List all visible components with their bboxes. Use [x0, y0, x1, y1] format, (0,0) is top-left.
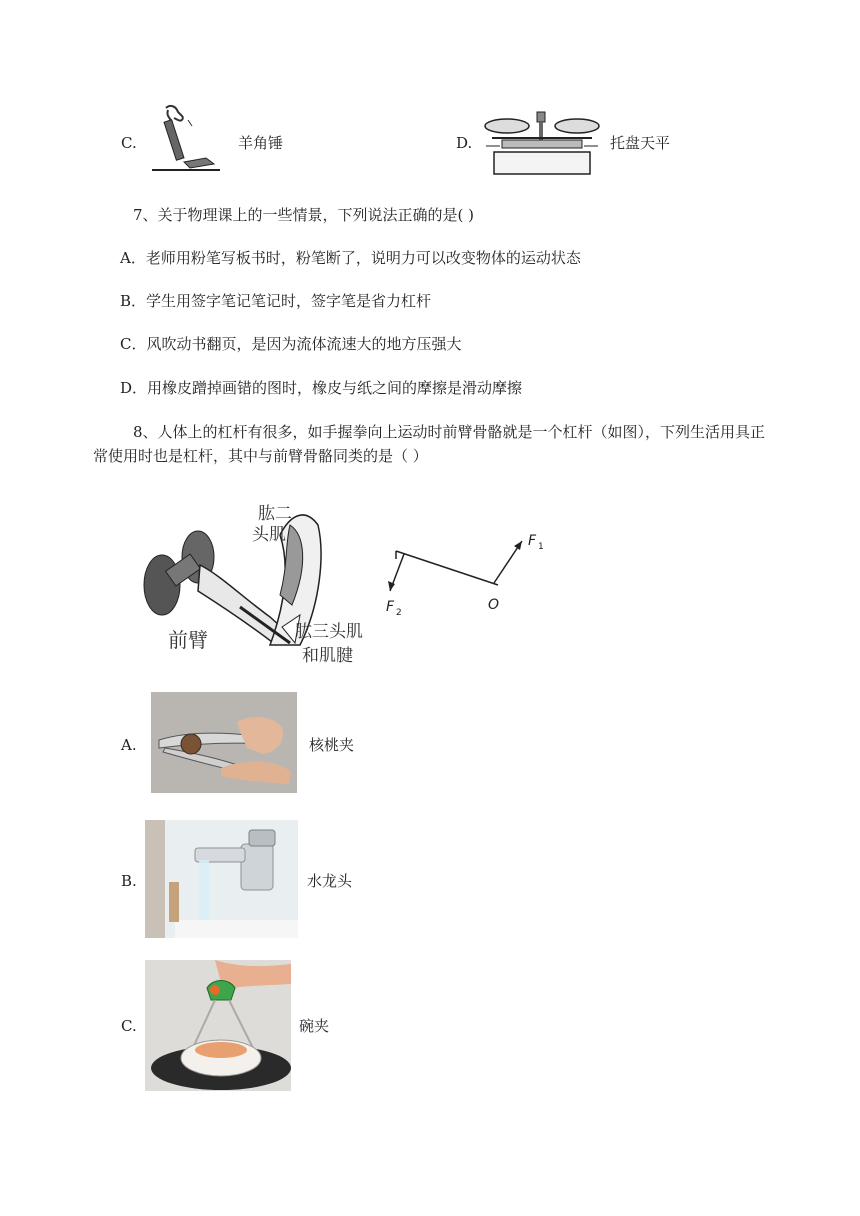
forearm-label: 前臂 — [168, 628, 208, 652]
q8-option-b-text: 水龙头 — [307, 872, 353, 890]
triceps-label-2: 和肌腱 — [302, 646, 353, 666]
q7-option-a: A．老师用粉笔写板书时，粉笔断了，说明力可以改变物体的运动状态 — [120, 249, 581, 267]
option-d-text: 托盘天平 — [610, 134, 671, 152]
option-d-label: D. — [456, 134, 473, 152]
q7-option-c: C．风吹动书翻页，是因为流体流速大的地方压强大 — [120, 335, 462, 353]
claw-hammer-image — [148, 102, 220, 174]
nutcracker-photo — [151, 692, 297, 793]
f2-subscript: 2 — [396, 608, 402, 618]
q8-option-a-label: A. — [121, 736, 137, 754]
q8-option-c-label: C. — [121, 1017, 137, 1035]
f1-label: F — [528, 533, 537, 549]
biceps-label-2: 头肌 — [252, 525, 286, 545]
bowl-clip-photo — [145, 960, 291, 1091]
lever-force-diagram — [380, 525, 560, 625]
q8-stem-line1: 8、人体上的杠杆有很多，如手握拳向上运动时前臂骨骼就是一个杠杆（如图），下列生活用具正 — [133, 423, 766, 441]
f2-label: F — [386, 599, 395, 615]
q7-stem: 7、关于物理课上的一些情景，下列说法正确的是( ) — [133, 206, 475, 224]
option-c-label: C. — [121, 134, 137, 152]
q8-stem-line2: 常使用时也是杠杆，其中与前臂骨骼同类的是（ ） — [93, 447, 428, 465]
f1-subscript: 1 — [538, 542, 544, 552]
q8-option-c-text: 碗夹 — [299, 1017, 330, 1035]
biceps-label-1: 肱二 — [258, 504, 292, 524]
faucet-photo — [145, 820, 298, 938]
q7-option-b: B．学生用签字笔记笔记时，签字笔是省力杠杆 — [120, 292, 432, 310]
balance-scale-image — [482, 108, 602, 180]
q7-option-d: D．用橡皮蹭掉画错的图时，橡皮与纸之间的摩擦是滑动摩擦 — [120, 379, 523, 397]
triceps-label-1: 肱三头肌 — [295, 622, 363, 642]
q8-option-a-text: 核桃夹 — [309, 736, 355, 754]
pivot-label: O — [488, 597, 500, 613]
q8-option-b-label: B. — [121, 872, 137, 890]
option-c-text: 羊角锤 — [238, 134, 284, 152]
forearm-lever-diagram — [140, 495, 380, 670]
